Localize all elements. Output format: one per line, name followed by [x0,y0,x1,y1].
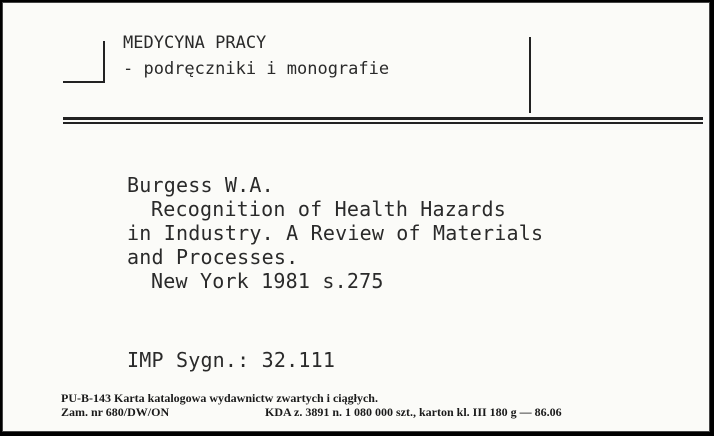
subject-subheading: - podręczniki i monografie [123,59,390,79]
form-footer-line-2-right: KDA z. 3891 n. 1 080 000 szt., karton kl. III 180 g — 86.06 [265,405,562,419]
heading-bracket-horizontal [63,81,105,83]
heading-bracket-vertical [103,41,105,83]
subject-heading: MEDYCYNA PRACY [123,33,267,53]
form-footer-line-1: PU-B-143 Karta katalogowa wydawnictw zwartych i ciągłych. [61,391,378,405]
catalog-card [2,2,710,432]
entry-title-line-2: in Industry. A Review of Materials [127,221,544,245]
entry-imprint: New York 1981 s.275 [151,269,384,293]
heading-right-divider [529,37,531,113]
double-rule-bottom [63,122,703,124]
entry-title-line-3: and Processes. [127,245,299,269]
call-number: IMP Sygn.: 32.111 [127,348,336,372]
form-footer-line-2-left: Zam. nr 680/DW/ON [61,405,170,419]
entry-author: Burgess W.A. [127,173,274,197]
entry-title-line-1: Recognition of Health Hazards [151,197,506,221]
double-rule-top [63,117,703,120]
